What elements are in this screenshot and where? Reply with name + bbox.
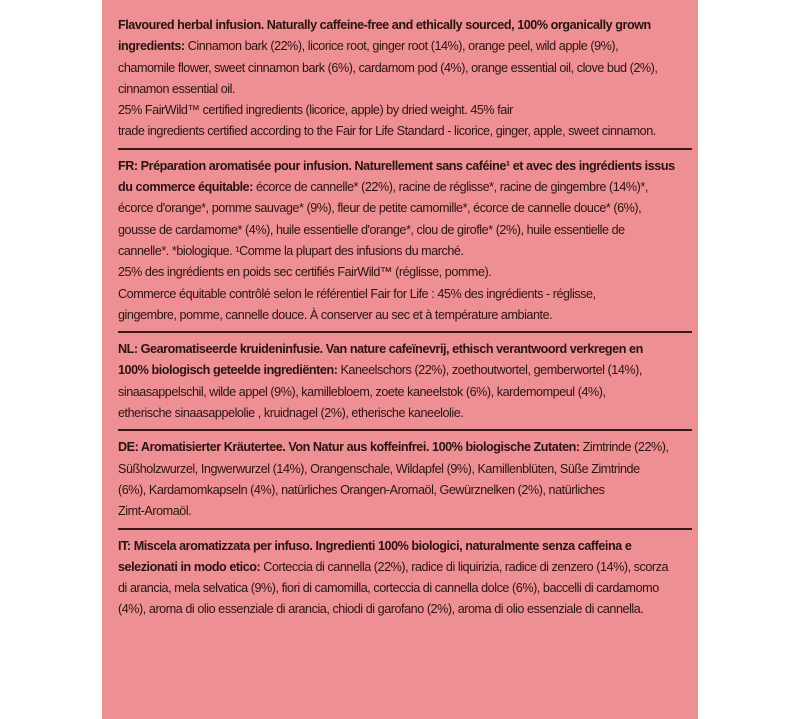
text-line — [118, 599, 692, 620]
body-text: 25% FairWild™ certified ingredients (licorice, apple) by dried weight. 45% fair — [118, 103, 513, 118]
text-line — [118, 360, 692, 381]
text-line — [118, 536, 692, 557]
text-line — [118, 305, 692, 326]
body-text: Zimt-Aromaöl. — [118, 504, 192, 519]
text-line — [118, 557, 692, 578]
body-text: cannelle*. *biologique. ¹Comme la plupart des infusions du marché. — [118, 243, 464, 258]
body-text: Corteccia di cannella (22%), radice di liquirizia, radice di zenzero (14%), scorza — [260, 559, 669, 574]
body-text: (4%), aroma di olio essenziale di arancia, chiodi di garofano (2%), aroma di olio essenziale di cannella. — [118, 602, 644, 617]
body-text: écorce de cannelle* (22%), racine de réglisse*, racine de gingembre (14%)*, — [252, 180, 648, 195]
body-text: cinnamon essential oil. — [118, 81, 236, 96]
body-text: di arancia, mela selvatica (9%), fiori di camomilla, corteccia di cannella dolce (6%), baccelli di cardamomo — [118, 581, 659, 596]
text-line — [118, 156, 692, 177]
ingredients-sections — [118, 15, 692, 625]
text-line — [118, 437, 692, 458]
bold-text: ingredients: — [118, 39, 185, 54]
ingredients-section-it — [118, 528, 692, 625]
body-text: Zimtrinde (22%), — [579, 440, 669, 455]
bold-text: 100% biologisch geteelde ingrediënten: — [118, 363, 338, 378]
text-line — [118, 403, 692, 424]
body-text: trade ingredients certified according to the Fair for Life Standard - licorice, ginger, apple, sweet cinnamon. — [118, 124, 656, 139]
text-line — [118, 480, 692, 501]
ingredients-label-panel — [102, 0, 698, 719]
bold-text: du commerce équitable: — [118, 180, 253, 195]
text-line — [118, 177, 692, 198]
body-text: sinaasappelschil, wilde appel (9%), kamillebloem, zoete kaneelstok (6%), kardemompeul (4%), — [118, 384, 606, 399]
text-line — [118, 459, 692, 480]
text-line — [118, 36, 692, 57]
body-text: Süßholzwurzel, Ingwerwurzel (14%), Orangenschale, Wildapfel (9%), Kamillenblüten, Süße Zimtrinde — [118, 461, 640, 476]
bold-text: Flavoured herbal infusion. Naturally caffeine-free and ethically sourced, 100% organically grown — [118, 18, 651, 32]
text-line — [118, 241, 692, 262]
bold-text: FR: Préparation aromatisée pour infusion. Naturellement sans caféine¹ et avec des ingrédients issus — [118, 158, 675, 173]
ingredients-section-fr — [118, 148, 692, 330]
text-line — [118, 121, 692, 142]
body-text: Kaneelschors (22%), zoethoutwortel, gemberwortel (14%), — [337, 363, 642, 378]
body-text: etherische sinaasappelolie , kruidnagel (2%), etherische kaneelolie. — [118, 406, 464, 421]
text-line — [118, 339, 692, 360]
body-text: écorce d'orange*, pomme sauvage* (9%), fleur de petite camomille*, écorce de cannelle douce* (6%), — [118, 201, 642, 216]
bold-text: NL: Gearomatiseerde kruideninfusie. Van nature cafeïnevrij, ethisch verantwoord verkregen en — [118, 342, 643, 357]
text-line — [118, 198, 692, 219]
text-line — [118, 382, 692, 403]
text-line — [118, 58, 692, 79]
ingredients-section-nl — [118, 331, 692, 428]
ingredients-section-de — [118, 429, 692, 526]
text-line — [118, 220, 692, 241]
text-line — [118, 262, 692, 283]
body-text: Cinnamon bark (22%), licorice root, ginger root (14%), orange peel, wild apple (9%), — [184, 39, 619, 54]
text-line — [118, 79, 692, 100]
text-line — [118, 501, 692, 522]
body-text: (6%), Kardamomkapseln (4%), natürliches Orangen-Aromaöl, Gewürznelken (2%), natürliches — [118, 482, 605, 497]
text-line — [118, 100, 692, 121]
text-line — [118, 15, 692, 36]
body-text: gingembre, pomme, cannelle douce. À conserver au sec et à température ambiante. — [118, 307, 553, 322]
body-text: 25% des ingrédients en poids sec certifiés FairWild™ (réglisse, pomme). — [118, 265, 492, 280]
text-line — [118, 578, 692, 599]
bold-text: selezionati in modo etico: — [118, 559, 261, 574]
bold-text: IT: Miscela aromatizzata per infuso. Ingredienti 100% biologici, naturalmente senza caffeina e — [118, 538, 632, 553]
bold-text: DE: Aromatisierter Kräutertee. Von Natur aus koffeinfrei. 100% biologische Zutaten: — [118, 440, 580, 455]
body-text: gousse de cardamome* (4%), huile essentielle d'orange*, clou de girofle* (2%), huile essentielle de — [118, 222, 625, 237]
body-text: chamomile flower, sweet cinnamon bark (6%), cardamom pod (4%), orange essential oil, clove bud (2%), — [118, 60, 658, 75]
ingredients-section-en — [118, 15, 692, 147]
text-line — [118, 284, 692, 305]
body-text: Commerce équitable contrôlé selon le référentiel Fair for Life : 45% des ingrédients - réglisse, — [118, 286, 596, 301]
